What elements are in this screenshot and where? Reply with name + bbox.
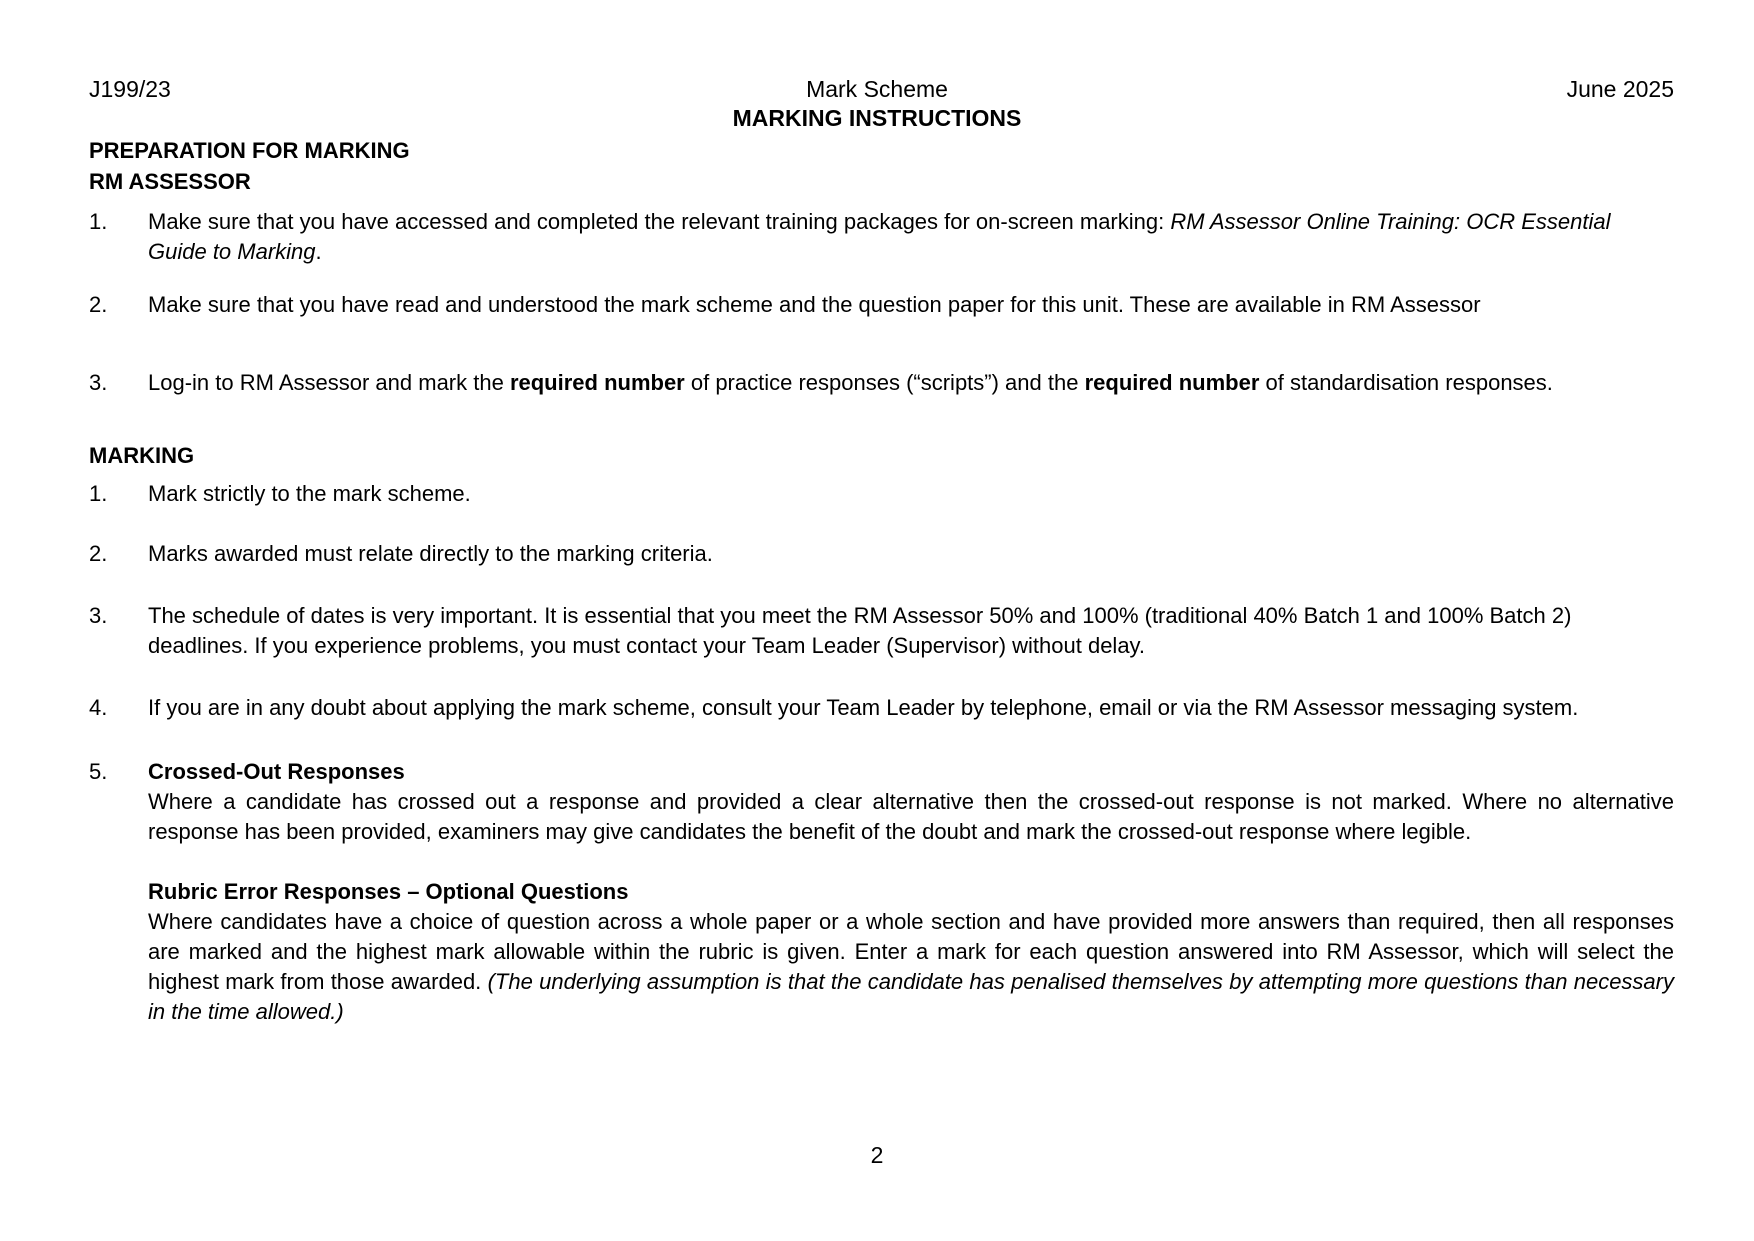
rm-assessor-heading: RM ASSESSOR	[89, 169, 251, 194]
rubric-error-paragraph	[148, 907, 1674, 1027]
item-text-part: of standardisation responses.	[1259, 370, 1553, 395]
training-package-name: RM Assessor Online Training: OCR Essential Guide to Marking	[148, 209, 1611, 264]
item-text-part: Log-in to RM Assessor and mark the	[148, 370, 510, 395]
item-number: 5.	[89, 759, 108, 784]
document-body	[89, 135, 1674, 1027]
item-text: If you are in any doubt about applying the mark scheme, consult your Team Leader by telephone, email or via the RM Assessor messaging system.	[148, 695, 1579, 720]
preparation-item-2	[89, 290, 1674, 320]
rubric-error-heading: Rubric Error Responses – Optional Questions	[148, 879, 629, 904]
crossed-out-paragraph: Where a candidate has crossed out a response and provided a clear alternative then the crossed-out response is not marked. Where no alternative response has been provided, examiners may give candidates the benefit of the doubt and mark the crossed-out response where legible.	[148, 789, 1674, 844]
document-code: J199/23	[89, 76, 171, 102]
item-number: 3.	[89, 370, 108, 395]
item-number: 1.	[89, 209, 108, 234]
marking-item-1	[89, 479, 1674, 509]
page-number: 2	[870, 1142, 884, 1168]
emphasis-required-number: required number	[1084, 370, 1260, 395]
item-text	[148, 207, 1674, 267]
item-text: The schedule of dates is very important. It is essential that you meet the RM Assessor 50% and 100% (traditional 40% Batch 1 and 100% Batch 2) deadlines. If you experience problems, you must contact your Team Leader (Supervisor) without delay.	[148, 603, 1572, 658]
item-text-plain: Make sure that you have accessed and completed the relevant training packages for on-screen marking:	[148, 209, 1171, 234]
rubric-error-text: Where candidates have a choice of question across a whole paper or a whole section and have provided more answers than required, then all responses are marked and the highest mark allowable within the rubric is given. Enter a mark for each question answered into RM Assessor, which will select the highest mark from those awarded.	[148, 909, 1674, 994]
marking-item-4	[89, 693, 1674, 723]
page-title: MARKING INSTRUCTIONS	[732, 105, 1022, 131]
marking-heading: MARKING	[89, 443, 195, 468]
item-text: Make sure that you have read and understood the mark scheme and the question paper for this unit. These are available in RM Assessor	[148, 292, 1481, 317]
marking-item-2	[89, 539, 1674, 569]
marking-item-5	[89, 757, 1674, 1027]
preparation-item-1	[89, 207, 1674, 267]
emphasis-required-number: required number	[509, 370, 685, 395]
item-text-end: .	[315, 239, 322, 264]
preparation-heading: PREPARATION FOR MARKING	[89, 138, 410, 163]
item-text	[148, 368, 1674, 398]
rubric-error-note: (The underlying assumption is that the candidate has penalised themselves by attempting more questions than necessary in the time allowed.)	[148, 969, 1674, 1024]
item-text: Mark strictly to the mark scheme.	[148, 481, 471, 506]
item-text-part: of practice responses (“scripts”) and the	[684, 370, 1085, 395]
document-type: Mark Scheme	[806, 76, 948, 102]
document-date: June 2025	[1566, 76, 1674, 102]
item-text: Marks awarded must relate directly to the marking criteria.	[148, 541, 713, 566]
item-number: 3.	[89, 603, 108, 628]
preparation-item-3	[89, 368, 1674, 398]
item-number: 2.	[89, 292, 108, 317]
item-number: 1.	[89, 481, 108, 506]
marking-item-3	[89, 601, 1674, 661]
item-number: 4.	[89, 695, 108, 720]
item-number: 2.	[89, 541, 108, 566]
crossed-out-heading: Crossed-Out Responses	[148, 759, 405, 784]
item-body	[148, 757, 1674, 1027]
